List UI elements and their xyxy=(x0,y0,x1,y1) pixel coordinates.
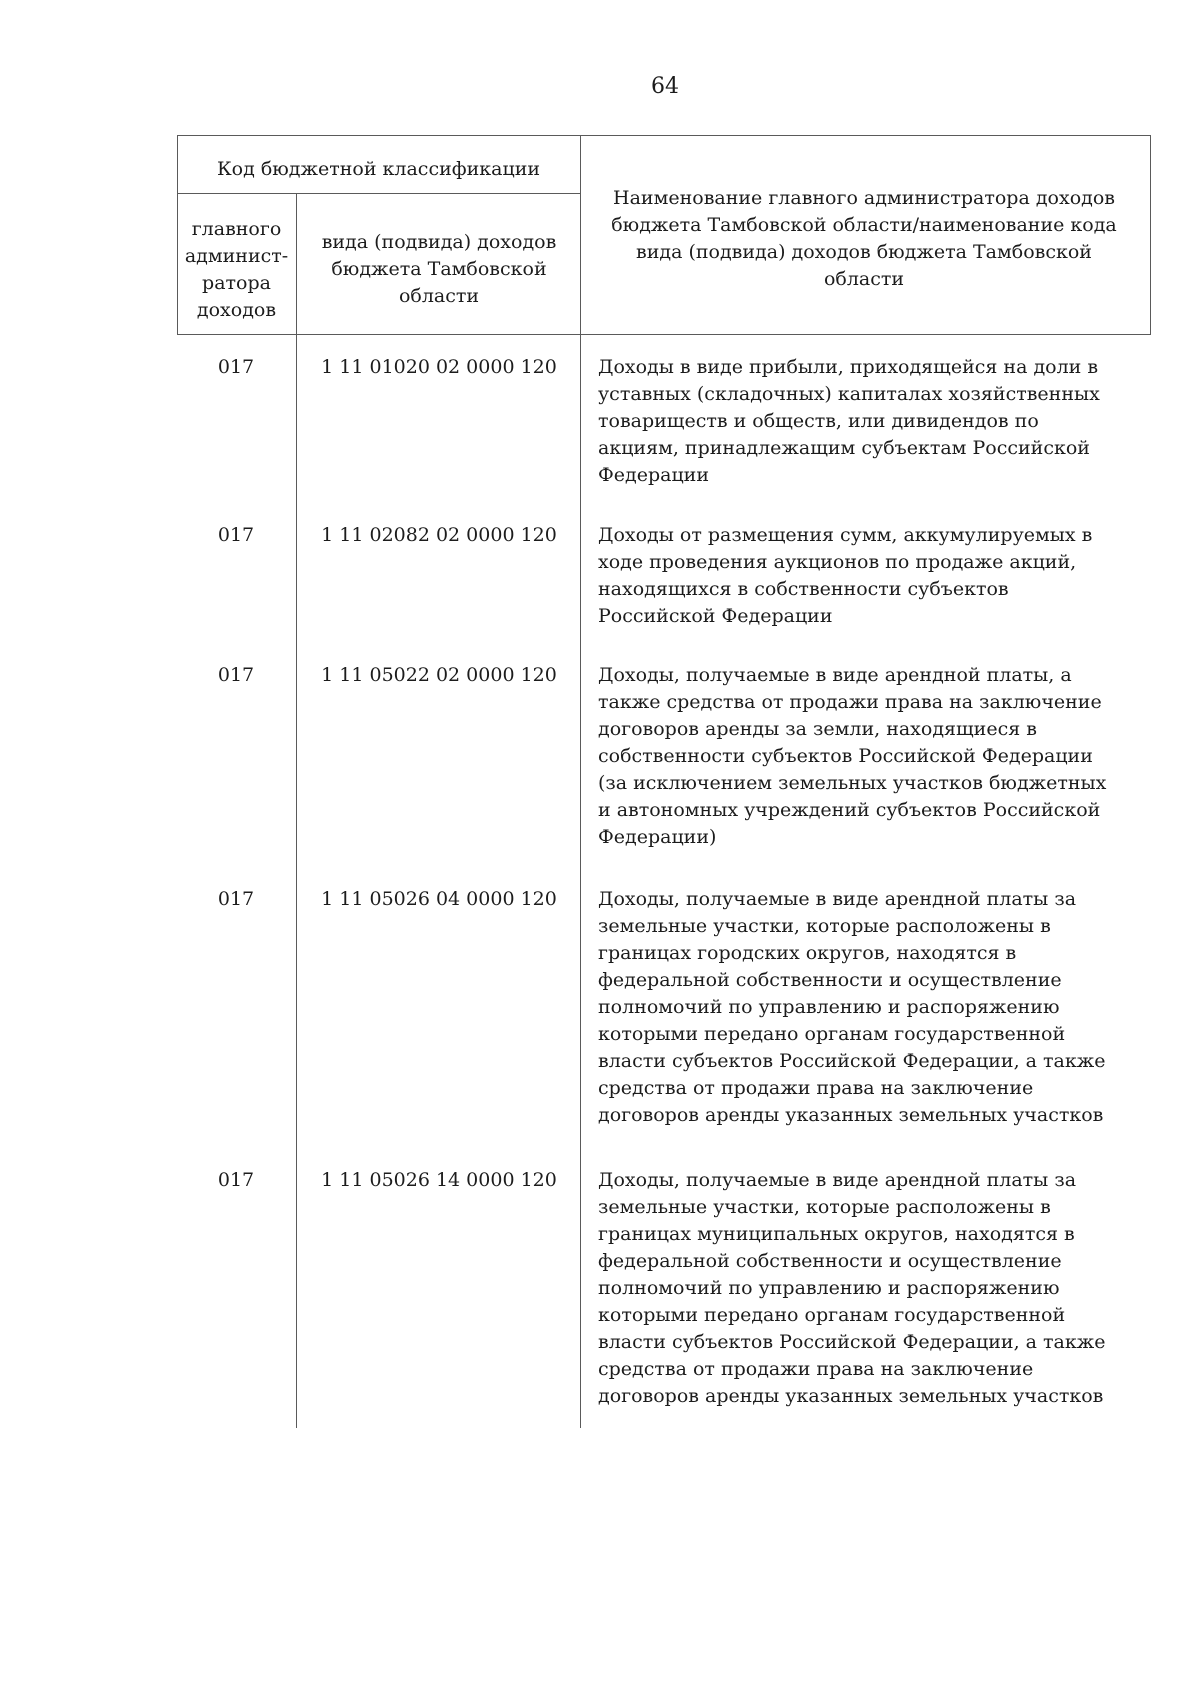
header-code-column: вида (подвида) доходов бюджета Тамбовской области xyxy=(321,231,557,307)
income-name: Доходы от размещения сумм, аккумулируемых в ходе проведения аукционов по продаже акций, находящихся в собственности субъектов Российской Федерации xyxy=(598,524,1093,627)
group-header-divider xyxy=(177,193,580,194)
header-group-label: Код бюджетной классификации xyxy=(216,158,541,180)
income-type-code: 1 11 05026 04 0000 120 xyxy=(321,888,557,910)
header-bottom-border xyxy=(177,334,1151,335)
header-name-column: Наименование главного администратора доходов бюджета Тамбовской области/наименование кода вида (подвида) доходов бюджета Тамбовской области xyxy=(611,187,1117,290)
income-name: Доходы, получаемые в виде арендной платы за земельные участки, которые расположены в границах городских округов, находятся в федеральной собственности и осуществление полномочий по управлению и распоряжению которыми передано органам государственной власти субъектов Российской Федерации, а также средства от продажи права на заключение договоров аренды указанных земельных участков xyxy=(598,888,1106,1126)
header-admin-column: главного админист- ратора доходов xyxy=(184,218,289,321)
income-name: Доходы в виде прибыли, приходящейся на доли в уставных (складочных) капиталах хозяйственных товариществ и обществ, или дивидендов по акциям, принадлежащим субъектам Российской Федерации xyxy=(598,356,1100,486)
income-name: Доходы, получаемые в виде арендной платы за земельные участки, которые расположены в границах муниципальных округов, находятся в федеральной собственности и осуществление полномочий по управлению и распоряжению которыми передано органам государственной власти субъектов Российской Федерации, а также средства от продажи права на заключение договоров аренды указанных земельных участков xyxy=(598,1169,1106,1407)
admin-code: 017 xyxy=(217,888,255,910)
code-name-column-divider xyxy=(580,135,581,1428)
income-type-code: 1 11 05026 14 0000 120 xyxy=(321,1169,557,1191)
income-name: Доходы, получаемые в виде арендной платы, а также средства от продажи права на заключение договоров аренды за земли, находящиеся в собственности субъектов Российской Федерации (за исключением земельных участков бюджетных и автономных учреждений субъектов Российской Федерации) xyxy=(598,664,1107,848)
income-type-code: 1 11 02082 02 0000 120 xyxy=(321,524,557,546)
admin-code: 017 xyxy=(217,1169,255,1191)
income-type-code: 1 11 05022 02 0000 120 xyxy=(321,664,557,686)
admin-code: 017 xyxy=(217,664,255,686)
admin-code: 017 xyxy=(217,524,255,546)
table-top-border xyxy=(177,135,1151,136)
admin-code-column-divider xyxy=(296,193,297,1428)
income-type-code: 1 11 01020 02 0000 120 xyxy=(321,356,557,378)
page-number: 64 xyxy=(651,74,679,99)
table-right-border xyxy=(1150,135,1151,335)
admin-code: 017 xyxy=(217,356,255,378)
